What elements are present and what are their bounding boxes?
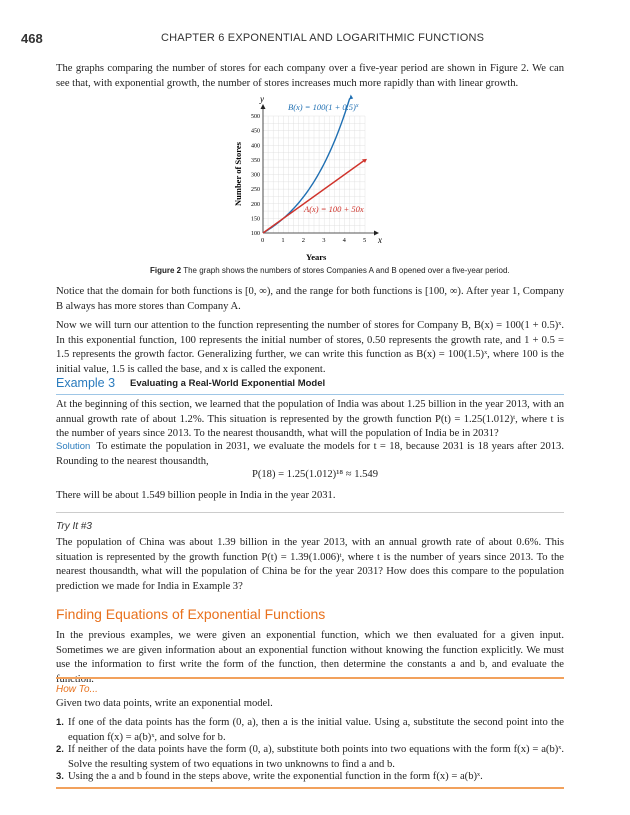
y-tick-label: 100 — [251, 231, 260, 237]
y-tick-label: 300 — [251, 172, 260, 179]
series-b-label: $B(x) = 100(1 + 0.5)^x$ — [288, 102, 359, 112]
divider — [56, 512, 564, 513]
y-tick-label: 150 — [251, 216, 260, 223]
y-tick-label: 200 — [251, 201, 260, 208]
x-tick-label: 3 — [322, 237, 326, 244]
figure-caption: Figure 2 The graph shows the numbers of stores Companies A and B opened over a five-year period. — [150, 266, 510, 275]
example-label: Example 3 — [56, 376, 116, 390]
x-tick-label: 5 — [363, 237, 367, 244]
howto-box-top — [56, 677, 564, 695]
tryit-label: Try It #3 — [56, 521, 92, 532]
y-tick-label: 350 — [251, 157, 260, 164]
y-tick-label: 250 — [251, 187, 260, 194]
section-text: In the previous examples, we were given an exponential function, which we then evaluated for a given input. Sometimes we are given information about an exponential function without knowing the function explicitly. We must use the information to first write the form of the function, then determine the constants a and b, and evaluate the function. — [56, 630, 564, 685]
example-heading — [56, 378, 564, 395]
x-tick-label: 0 — [261, 237, 265, 244]
example-conclusion: There will be about 1.549 billion people in India in the year 2031. — [56, 490, 336, 501]
y-tick-label: 400 — [251, 143, 260, 150]
howto-intro: Given two data points, write an exponential model. — [56, 698, 273, 709]
chapter-title: CHAPTER 6 EXPONENTIAL AND LOGARITHMIC FUNCTIONS — [161, 32, 485, 44]
x-axis-letter: x — [378, 235, 382, 245]
y-tick-label: 450 — [251, 128, 260, 135]
page-header — [21, 31, 609, 47]
series-a-label: A(x) = 100 + 50x — [304, 204, 364, 214]
intro-paragraph: The graphs comparing the number of stores for each company over a five-year period are shown in Figure 2. We can see that, with exponential growth, the number of stores increases much more rapidly than with linear growth. — [56, 63, 564, 89]
y-axis-title: Number of Stores — [233, 142, 243, 206]
y-axis-letter: y — [260, 94, 264, 104]
x-axis-title: Years — [306, 252, 327, 262]
paragraph-domain-range: Notice that the domain for both functions is [0, ∞), and the range for both functions is [100, ∞). After year 1, Company B always has more stores than Company A. — [56, 286, 564, 312]
example-formula: P(18) = 1.25(1.012)¹⁸ ≈ 1.549 — [251, 469, 379, 480]
y-axis-arrow — [261, 104, 266, 109]
y-tick-label: 500 — [251, 114, 260, 120]
solution-label: Solution — [56, 441, 91, 452]
example-solution: Solution To estimate the population in 2031, we evaluate the models for t = 18, because 2031 is 18 years after 2013. Rounding to the nearest thousandth, — [56, 441, 564, 467]
series-b-arrow — [349, 94, 353, 99]
page-number: 468 — [21, 31, 43, 46]
howto-box-bottom — [56, 787, 564, 789]
howto-step: 1. If one of the data points has the form (0, a), then a is the initial value. Using a, substitute the second point into the equation f(x) = a(b)ˣ, and solve for b. — [56, 717, 564, 743]
section-heading: Finding Equations of Exponential Functions — [56, 606, 326, 622]
x-tick-label: 4 — [342, 237, 346, 244]
example-problem: At the beginning of this section, we learned that the population of India was about 1.25 billion in the year 2013, with an annual growth rate of about 1.2%. This situation is represented by the growth function P(t) = 1.25(1.012)ᵗ, where t is the number of years since 2013. To the nearest thousandth, what will the population of India be in 2031? — [56, 399, 564, 440]
example-title: Evaluating a Real-World Exponential Model — [130, 378, 326, 389]
stores-chart — [228, 94, 408, 266]
x-tick-label: 2 — [301, 237, 306, 244]
howto-label: How To... — [56, 684, 98, 695]
tryit-text: The population of China was about 1.39 billion in the year 2013, with an annual growth rate of about 0.6%. This situation is represented by the growth function P(t) = 1.39(1.006)ᵗ, where t is the number of years since 2013. To the nearest thousandth, what will the population of China be for the year 2031? How does this compare to the population prediction we made for India in Example 3? — [56, 537, 564, 592]
howto-step: 3. Using the a and b found in the steps above, write the exponential function in the form f(x) = a(b)ˣ. — [56, 771, 483, 782]
howto-step: 2. If neither of the data points have the form (0, a), substitute both points into two equations with the form f(x) = a(b)ˣ. Solve the resulting system of two equations in two unknowns to find a and b. — [56, 744, 564, 770]
paragraph-company-b: Now we will turn our attention to the function representing the number of stores for Company B, B(x) = 100(1 + 0.5)ˣ. In this exponential function, 100 represents the initial number of stores, 0.50 represents the growth rate, and 1 + 0.5 = 1.5 represents the growth factor. Generalizing further, we can write this function as B(x) = 100(1.5)ˣ, where 100 is the initial value, 1.5 is called the base, and x is called the exponent. — [56, 320, 564, 375]
chart-grid — [263, 116, 365, 233]
x-tick-label: 1 — [281, 237, 285, 244]
